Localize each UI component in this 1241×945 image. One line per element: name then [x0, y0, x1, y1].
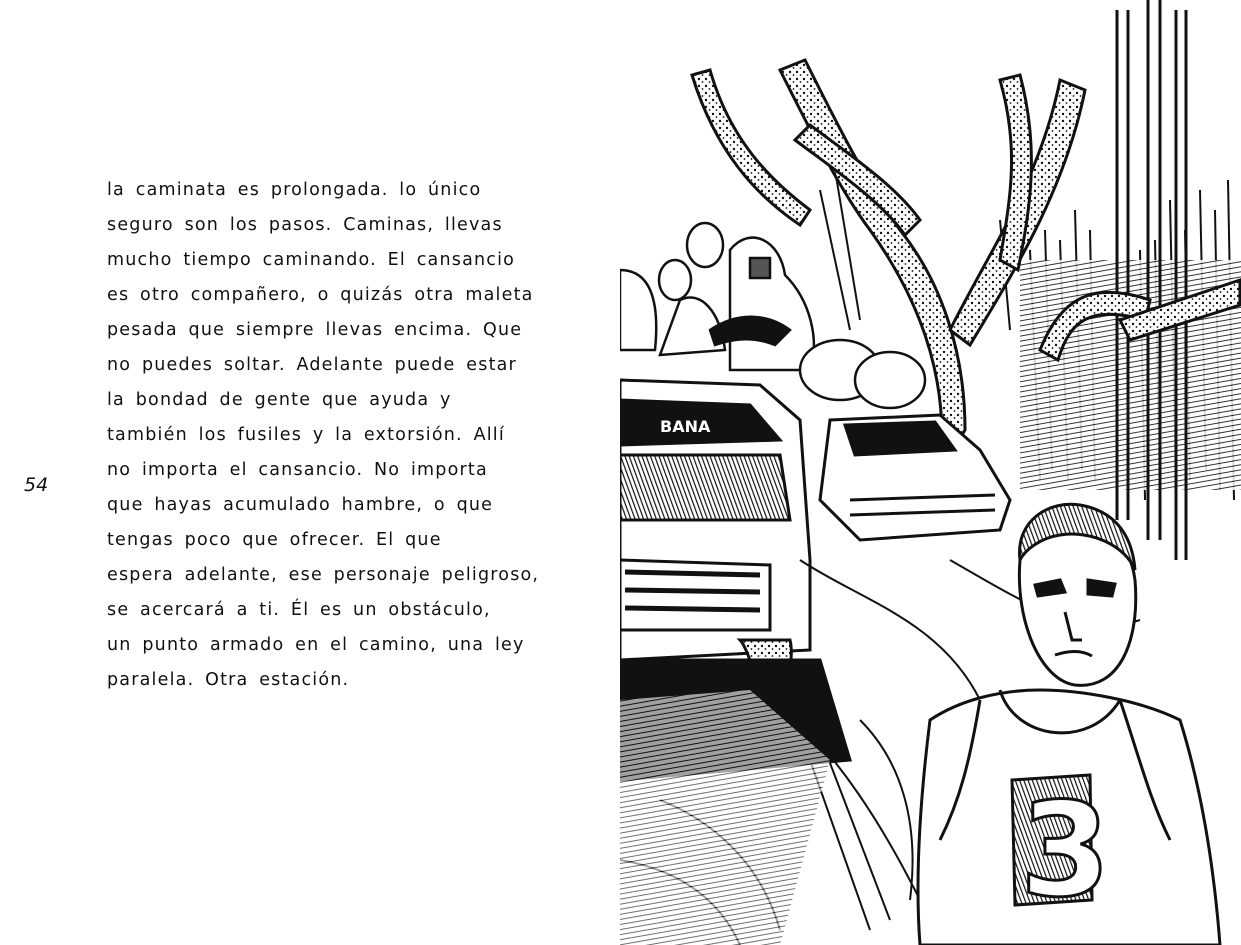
- page-number: 54: [24, 474, 49, 496]
- text-line: también los fusiles y la extorsión. Allí: [107, 425, 505, 445]
- illustration-svg: [620, 0, 1241, 945]
- text-line: la bondad de gente que ayuda y: [107, 390, 452, 410]
- text-line: no puedes soltar. Adelante puede estar: [107, 355, 517, 375]
- ink-illustration: [620, 0, 1241, 945]
- text-line: seguro son los pasos. Caminas, llevas: [107, 215, 503, 235]
- text-line: un punto armado en el camino, una ley: [107, 635, 525, 655]
- jersey-number: 3: [1020, 774, 1111, 926]
- text-line: pesada que siempre llevas encima. Que: [107, 320, 523, 340]
- boy-figure: [918, 504, 1220, 945]
- text-line: la caminata es prolongada. lo único: [107, 180, 482, 200]
- text-line: tengas poco que ofrecer. El que: [107, 530, 442, 550]
- car: [820, 415, 1010, 540]
- body-text: [107, 173, 540, 698]
- text-line: mucho tiempo caminando. El cansancio: [107, 250, 516, 270]
- text-line: paralela. Otra estación.: [107, 670, 350, 690]
- text-line: se acercará a ti. Él es un obstáculo,: [107, 600, 491, 620]
- text-line: que hayas acumulado hambre, o que: [107, 495, 494, 515]
- svg-text:BANA: BANA: [660, 417, 711, 436]
- text-line: espera adelante, ese personaje peligroso,: [107, 565, 540, 585]
- left-page: [0, 0, 620, 945]
- text-line: es otro compañero, o quizás otra maleta: [107, 285, 534, 305]
- text-line: no importa el cansancio. No importa: [107, 460, 488, 480]
